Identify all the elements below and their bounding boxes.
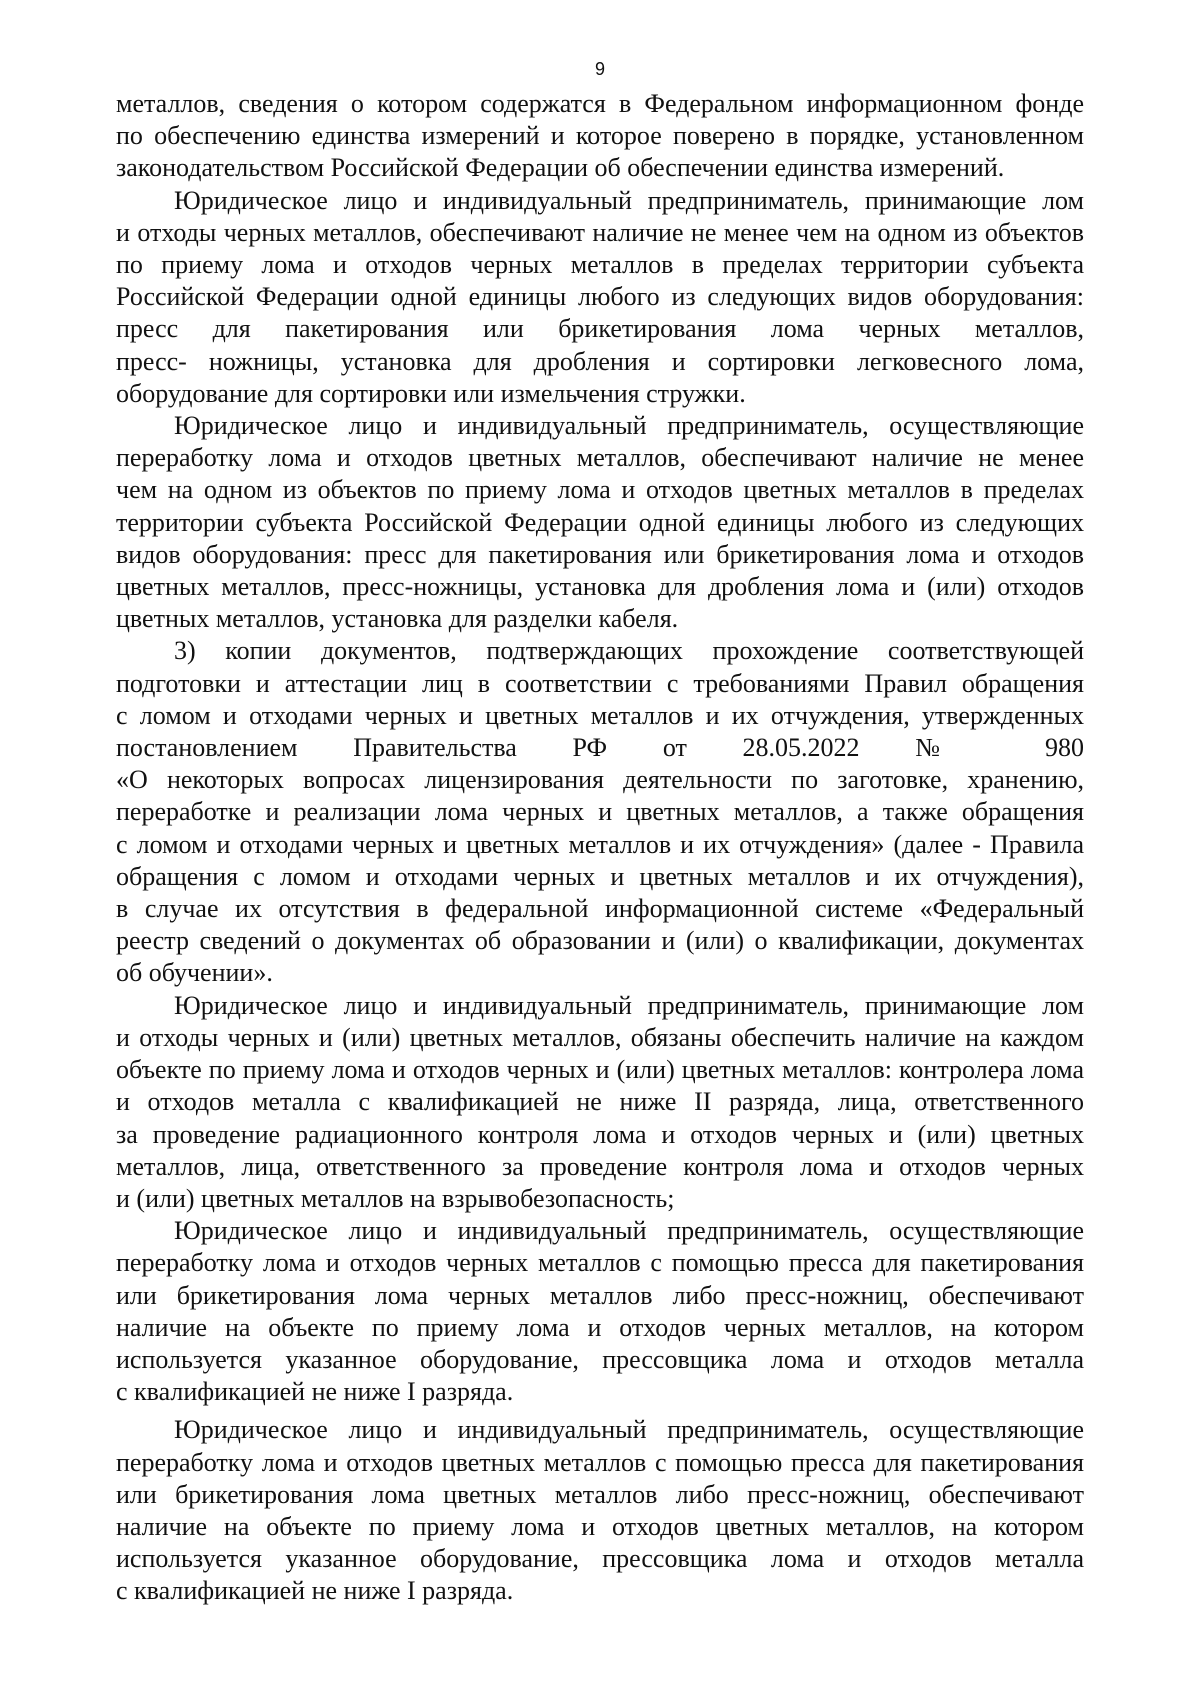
paragraph xyxy=(116,635,1084,989)
text-line: пресс для пакетирования или брикетирования лома черных металлов, xyxy=(116,314,1084,344)
text-line: или брикетирования лома черных металлов либо пресс-ножниц, обеспечивают xyxy=(116,1280,1084,1310)
text-line: обращения с ломом и отходами черных и цветных металлов и их отчуждения), xyxy=(116,861,1084,891)
text-line: и отходы черных и (или) цветных металлов, обязаны обеспечить наличие на каждом xyxy=(116,1022,1084,1052)
paragraph xyxy=(116,1215,1084,1408)
page-number: 9 xyxy=(594,59,605,79)
text-line: с ломом и отходами черных и цветных металлов и их отчуждения» (далее - Правила xyxy=(116,829,1084,859)
text-line: «О некоторых вопросах лицензирования деятельности по заготовке, хранению, xyxy=(116,765,1084,795)
text-line: и (или) цветных металлов на взрывобезопасность; xyxy=(116,1183,675,1213)
text-line: оборудование для сортировки или измельчения стружки. xyxy=(116,378,746,408)
text-line: наличие на объекте по приему лома и отходов черных металлов, на котором xyxy=(116,1312,1084,1342)
text-line: 3) копии документов, подтверждающих прохождение соответствующей xyxy=(174,636,1084,666)
text-line: Юридическое лицо и индивидуальный предприниматель, принимающие лом xyxy=(174,990,1084,1020)
text-line: переработку лома и отходов цветных металлов, обеспечивают наличие не менее xyxy=(116,443,1084,473)
text-line: используется указанное оборудование, прессовщика лома и отходов металла xyxy=(116,1544,1084,1574)
text-line: по обеспечению единства измерений и которое поверено в порядке, установленном xyxy=(116,121,1084,151)
text-line: реестр сведений о документах об образовании и (или) о квалификации, документах xyxy=(116,926,1084,956)
text-line: Юридическое лицо и индивидуальный предприниматель, осуществляющие xyxy=(174,411,1084,441)
text-line: цветных металлов, пресс-ножницы, установка для дробления лома и (или) отходов xyxy=(116,572,1084,602)
text-line: переработку лома и отходов цветных металлов с помощью пресса для пакетирования xyxy=(116,1447,1084,1477)
text-line: металлов, сведения о котором содержатся в Федеральном информационном фонде xyxy=(116,89,1084,118)
text-line: постановлением Правительства РФ от 28.05.2022 № 980 xyxy=(116,733,1084,763)
paragraph xyxy=(116,990,1084,1215)
text-line: переработке и реализации лома черных и цветных металлов, а также обращения xyxy=(116,797,1084,827)
text-line: пресс- ножницы, установка для дробления и сортировки легковесного лома, xyxy=(116,346,1084,376)
text-line: за проведение радиационного контроля лома и отходов черных и (или) цветных xyxy=(116,1119,1084,1149)
text-line: с ломом и отходами черных и цветных металлов и их отчуждения, утвержденных xyxy=(116,700,1084,730)
text-line: переработку лома и отходов черных металлов с помощью пресса для пакетирования xyxy=(116,1248,1084,1278)
text-line: наличие на объекте по приему лома и отходов цветных металлов, на котором xyxy=(116,1511,1084,1541)
text-line: и отходов металла с квалификацией не ниже II разряда, лица, ответственного xyxy=(116,1087,1084,1117)
paragraph xyxy=(116,185,1084,410)
text-line: Юридическое лицо и индивидуальный предприниматель, осуществляющие xyxy=(174,1216,1084,1246)
text-line: объекте по приему лома и отходов черных и (или) цветных металлов: контролера лома xyxy=(116,1055,1084,1085)
text-line: законодательством Российской Федерации об обеспечении единства измерений. xyxy=(116,153,1005,183)
text-line: подготовки и аттестации лиц в соответствии с требованиями Правил обращения xyxy=(116,668,1084,698)
text-line: цветных металлов, установка для разделки кабеля. xyxy=(116,604,679,634)
paragraph xyxy=(116,410,1084,635)
text-line: по приему лома и отходов черных металлов в пределах территории субъекта xyxy=(116,250,1084,280)
text-line: территории субъекта Российской Федерации одной единицы любого из следующих xyxy=(116,507,1084,537)
text-line: и отходы черных металлов, обеспечивают наличие не менее чем на одном из объектов xyxy=(116,217,1084,247)
text-line: видов оборудования: пресс для пакетирования или брикетирования лома и отходов xyxy=(116,539,1084,569)
text-line: Юридическое лицо и индивидуальный предприниматель, осуществляющие xyxy=(174,1415,1084,1445)
text-line: чем на одном из объектов по приему лома и отходов цветных металлов в пределах xyxy=(116,475,1084,505)
text-line: об обучении». xyxy=(116,958,273,988)
text-line: в случае их отсутствия в федеральной информационной системе «Федеральный xyxy=(116,894,1084,924)
text-line: с квалификацией не ниже I разряда. xyxy=(116,1576,514,1606)
text-line: с квалификацией не ниже I разряда. xyxy=(116,1377,514,1407)
text-line: Юридическое лицо и индивидуальный предприниматель, принимающие лом xyxy=(174,185,1084,215)
text-line: Российской Федерации одной единицы любого из следующих видов оборудования: xyxy=(116,282,1084,312)
document-body xyxy=(116,88,1084,1608)
text-line: используется указанное оборудование, прессовщика лома и отходов металла xyxy=(116,1344,1084,1374)
text-line: металлов, лица, ответственного за проведение контроля лома и отходов черных xyxy=(116,1151,1084,1181)
text-line: или брикетирования лома цветных металлов либо пресс-ножниц, обеспечивают xyxy=(116,1479,1084,1509)
paragraph xyxy=(116,88,1084,185)
paragraph xyxy=(116,1414,1084,1607)
